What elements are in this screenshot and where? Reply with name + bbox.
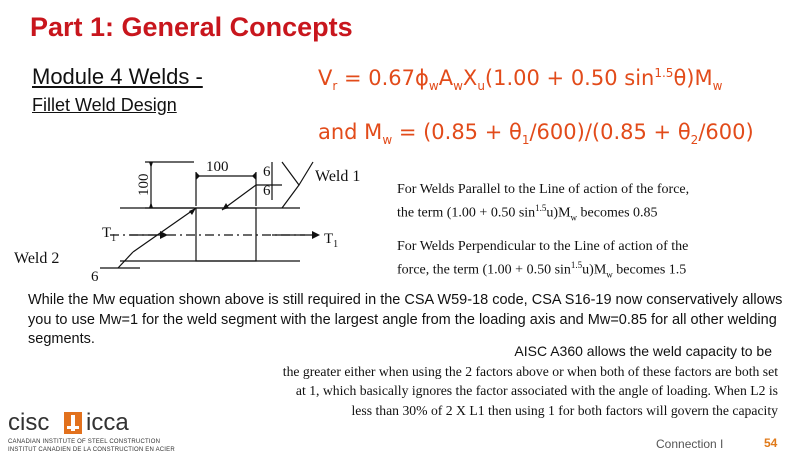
dim-100-vertical: 100 xyxy=(136,173,152,196)
logo-line-fr: INSTITUT CANADIEN DE LA CONSTRUCTION EN ACIER xyxy=(8,447,175,453)
section-subtitle: Fillet Weld Design xyxy=(32,95,177,115)
csa-paragraph: While the Mw equation shown above is still required in the CSA W59-18 code, CSA S16-19 now conservatively allows you to use Mw=1 for the weld segment with the largest angle from the loading axis and Mw=0.85 for all other welding segments. xyxy=(28,292,783,347)
mw-factor-equation: and $M_w = (0.85 + \theta_1/600)/(0.85 + \theta_2/600)$ xyxy=(318,120,754,148)
aisc-note: AISC A360 allows the weld capacity to be the greater either when using the 2 factors above or when both of these factors are both set at 1, which basically ignores the factor associated with the angle of loading. When L2 is less than 30% of 2 X L1 then using 1 for both factors will govern the capacity xyxy=(282,343,778,418)
weld1-size-top: 6 xyxy=(263,164,271,180)
maple-leaf-icon xyxy=(64,412,82,434)
module-heading: Module 4 Welds - xyxy=(32,64,203,89)
parallel-weld-note: For Welds Parallel to the Line of action of the force, the term (1.00 + 0.50 $\sin^{1.5}u)M_w$ becomes 0.85 xyxy=(397,182,690,223)
logo-line-en: CANADIAN INSTITUTE OF STEEL CONSTRUCTION xyxy=(8,439,161,445)
footer-label: Connection I xyxy=(656,437,724,451)
weld2-label: Weld 2 xyxy=(14,250,60,267)
right-arrowhead xyxy=(312,231,320,239)
perpendicular-weld-note: For Welds Perpendicular to the Line of action of the force, the term (1.00 + 0.50 $\sin^{1.5}u)M_w$ becomes 1.5 xyxy=(397,239,689,280)
left-arrowhead xyxy=(160,231,168,239)
page-title: Part 1: General Concepts xyxy=(30,12,353,42)
logo-cisc: cisc xyxy=(8,409,50,436)
weld1-size-bottom: 6 xyxy=(263,183,271,199)
weld-diagram xyxy=(0,0,400,290)
t1-right-label: $T_1$ xyxy=(324,231,339,250)
t1-left-label: $T_1$ xyxy=(102,225,117,244)
page-number: 54 xyxy=(764,436,778,450)
weld1-label: Weld 1 xyxy=(315,168,361,185)
weld2-size: 6 xyxy=(91,269,99,285)
shear-capacity-equation: $V_r = 0.67\phi_wA_wX_u(1.00 + 0.50$ $\sin^{1.5}\theta)M_w$ xyxy=(318,66,723,94)
logo-icca: icca xyxy=(86,409,129,436)
dim-100-horizontal: 100 xyxy=(206,159,229,175)
